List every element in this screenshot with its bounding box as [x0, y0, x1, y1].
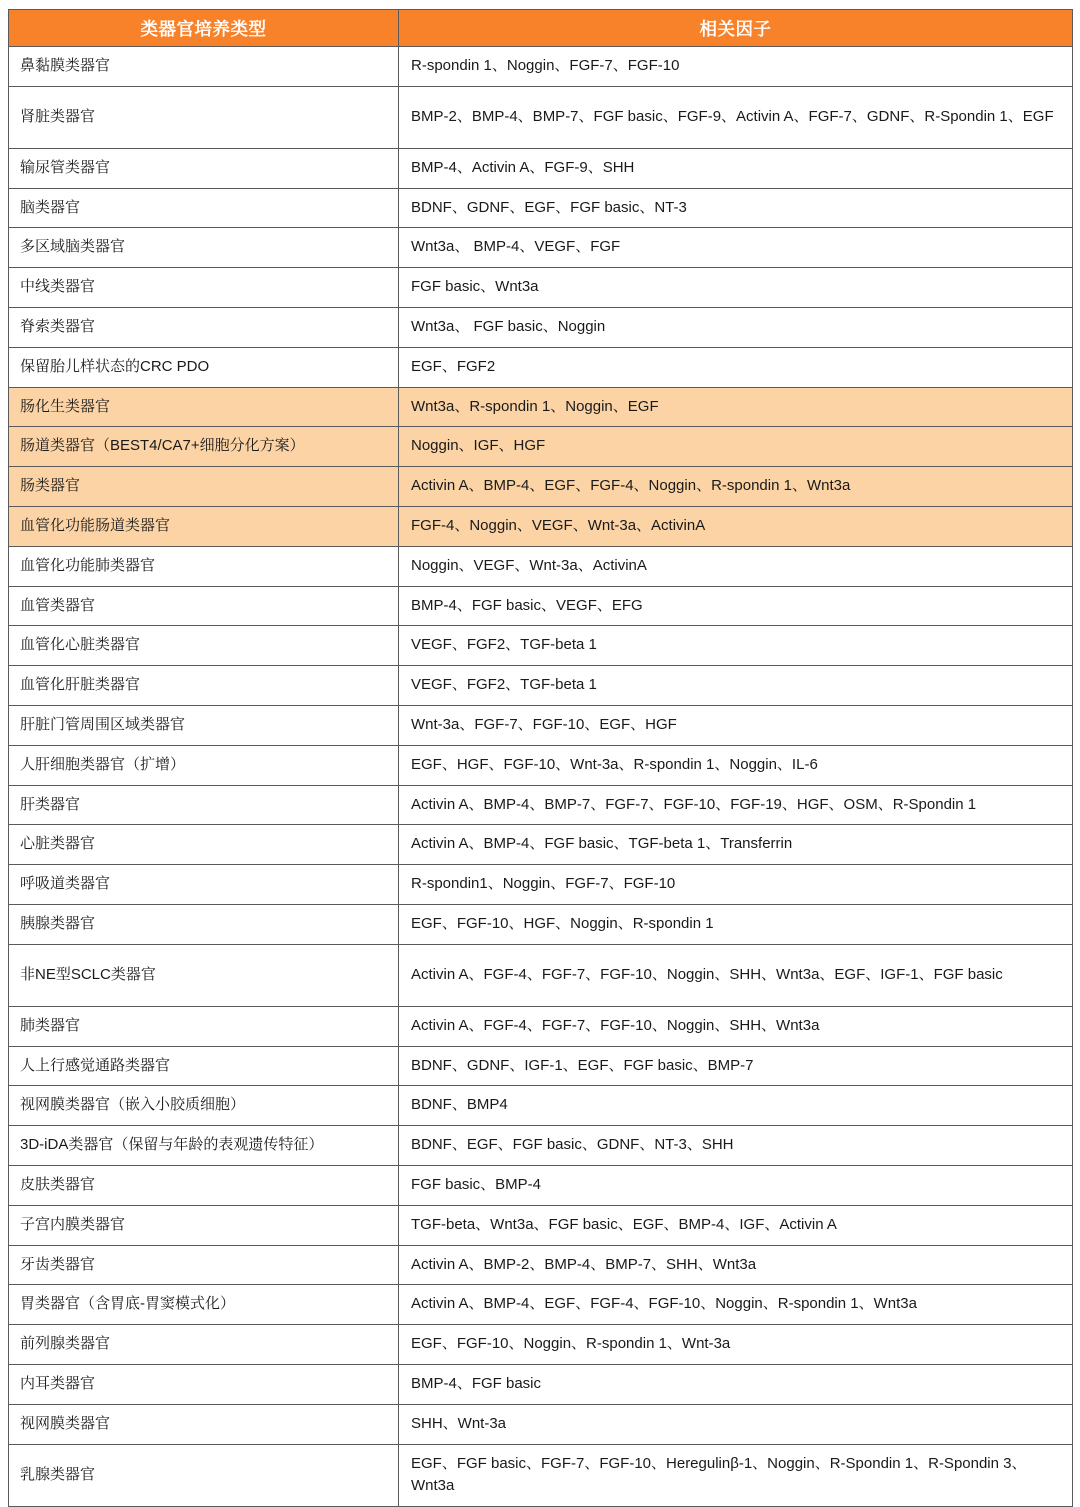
cell-related-factors: Activin A、BMP-4、EGF、FGF-4、Noggin、R-spondin 1、Wnt3a [399, 467, 1073, 507]
table-row [9, 467, 1073, 507]
cell-organoid-type: 肝脏门管周围区域类器官 [9, 705, 399, 745]
cell-related-factors: Noggin、IGF、HGF [399, 427, 1073, 467]
table-header-row [9, 10, 1073, 47]
cell-related-factors: Activin A、FGF-4、FGF-7、FGF-10、Noggin、SHH、Wnt3a、EGF、IGF-1、FGF basic [399, 944, 1073, 1006]
table-row [9, 1126, 1073, 1166]
cell-related-factors: Activin A、BMP-4、FGF basic、TGF-beta 1、Transferrin [399, 825, 1073, 865]
cell-related-factors: EGF、FGF basic、FGF-7、FGF-10、Heregulinβ-1、Noggin、R-Spondin 1、R-Spondin 3、Wnt3a [399, 1444, 1073, 1507]
table-row [9, 1404, 1073, 1444]
cell-related-factors: VEGF、FGF2、TGF-beta 1 [399, 626, 1073, 666]
cell-organoid-type: 输尿管类器官 [9, 148, 399, 188]
cell-organoid-type: 脊索类器官 [9, 307, 399, 347]
table-row [9, 427, 1073, 467]
cell-related-factors: BMP-4、Activin A、FGF-9、SHH [399, 148, 1073, 188]
cell-related-factors: BDNF、EGF、FGF basic、GDNF、NT-3、SHH [399, 1126, 1073, 1166]
cell-organoid-type: 胰腺类器官 [9, 904, 399, 944]
cell-related-factors: Activin A、BMP-4、EGF、FGF-4、FGF-10、Noggin、R-spondin 1、Wnt3a [399, 1285, 1073, 1325]
table-row [9, 228, 1073, 268]
table-row [9, 1444, 1073, 1507]
cell-related-factors: Wnt-3a、FGF-7、FGF-10、EGF、HGF [399, 705, 1073, 745]
cell-related-factors: EGF、FGF-10、Noggin、R-spondin 1、Wnt-3a [399, 1325, 1073, 1365]
cell-related-factors: Activin A、BMP-4、BMP-7、FGF-7、FGF-10、FGF-19、HGF、OSM、R-Spondin 1 [399, 785, 1073, 825]
cell-organoid-type: 肠类器官 [9, 467, 399, 507]
table-row [9, 865, 1073, 905]
table-row [9, 148, 1073, 188]
cell-organoid-type: 鼻黏膜类器官 [9, 47, 399, 87]
table-row [9, 1325, 1073, 1365]
cell-related-factors: Wnt3a、 BMP-4、VEGF、FGF [399, 228, 1073, 268]
cell-organoid-type: 血管化肝脏类器官 [9, 666, 399, 706]
cell-organoid-type: 中线类器官 [9, 268, 399, 308]
table-row [9, 745, 1073, 785]
cell-related-factors: VEGF、FGF2、TGF-beta 1 [399, 666, 1073, 706]
cell-organoid-type: 视网膜类器官 [9, 1404, 399, 1444]
table-row [9, 944, 1073, 1006]
table-row [9, 188, 1073, 228]
cell-organoid-type: 肠化生类器官 [9, 387, 399, 427]
column-header-organoid-type: 类器官培养类型 [9, 10, 399, 47]
cell-organoid-type: 血管化心脏类器官 [9, 626, 399, 666]
table-row [9, 47, 1073, 87]
table-row [9, 347, 1073, 387]
table-body [9, 47, 1073, 1507]
cell-organoid-type: 前列腺类器官 [9, 1325, 399, 1365]
cell-related-factors: BDNF、GDNF、IGF-1、EGF、FGF basic、BMP-7 [399, 1046, 1073, 1086]
cell-related-factors: Wnt3a、 FGF basic、Noggin [399, 307, 1073, 347]
table-row [9, 1245, 1073, 1285]
table-header [9, 10, 1073, 47]
table-row [9, 268, 1073, 308]
table-row [9, 1205, 1073, 1245]
cell-related-factors: BMP-2、BMP-4、BMP-7、FGF basic、FGF-9、Activin A、FGF-7、GDNF、R-Spondin 1、EGF [399, 86, 1073, 148]
cell-organoid-type: 肠道类器官（BEST4/CA7+细胞分化方案） [9, 427, 399, 467]
cell-organoid-type: 血管类器官 [9, 586, 399, 626]
table-row [9, 1364, 1073, 1404]
cell-organoid-type: 呼吸道类器官 [9, 865, 399, 905]
cell-organoid-type: 子宫内膜类器官 [9, 1205, 399, 1245]
table-row [9, 586, 1073, 626]
table-row [9, 1285, 1073, 1325]
cell-related-factors: BDNF、GDNF、EGF、FGF basic、NT-3 [399, 188, 1073, 228]
cell-related-factors: R-spondin 1、Noggin、FGF-7、FGF-10 [399, 47, 1073, 87]
cell-organoid-type: 皮肤类器官 [9, 1165, 399, 1205]
cell-related-factors: TGF-beta、Wnt3a、FGF basic、EGF、BMP-4、IGF、Activin A [399, 1205, 1073, 1245]
table-row [9, 705, 1073, 745]
cell-related-factors: SHH、Wnt-3a [399, 1404, 1073, 1444]
cell-organoid-type: 胃类器官（含胃底-胃窦模式化） [9, 1285, 399, 1325]
cell-related-factors: FGF-4、Noggin、VEGF、Wnt-3a、ActivinA [399, 506, 1073, 546]
cell-related-factors: Activin A、FGF-4、FGF-7、FGF-10、Noggin、SHH、Wnt3a [399, 1006, 1073, 1046]
cell-organoid-type: 牙齿类器官 [9, 1245, 399, 1285]
cell-organoid-type: 血管化功能肠道类器官 [9, 506, 399, 546]
cell-related-factors: Wnt3a、R-spondin 1、Noggin、EGF [399, 387, 1073, 427]
cell-related-factors: EGF、HGF、FGF-10、Wnt-3a、R-spondin 1、Noggin、IL-6 [399, 745, 1073, 785]
table-row [9, 825, 1073, 865]
cell-related-factors: FGF basic、Wnt3a [399, 268, 1073, 308]
cell-organoid-type: 乳腺类器官 [9, 1444, 399, 1507]
cell-organoid-type: 肺类器官 [9, 1006, 399, 1046]
table-row [9, 666, 1073, 706]
cell-organoid-type: 人肝细胞类器官（扩增） [9, 745, 399, 785]
cell-related-factors: Noggin、VEGF、Wnt-3a、ActivinA [399, 546, 1073, 586]
cell-organoid-type: 人上行感觉通路类器官 [9, 1046, 399, 1086]
cell-organoid-type: 肾脏类器官 [9, 86, 399, 148]
cell-related-factors: R-spondin1、Noggin、FGF-7、FGF-10 [399, 865, 1073, 905]
table-row [9, 546, 1073, 586]
cell-related-factors: EGF、FGF-10、HGF、Noggin、R-spondin 1 [399, 904, 1073, 944]
cell-related-factors: BMP-4、FGF basic [399, 1364, 1073, 1404]
table-row [9, 506, 1073, 546]
table-row [9, 904, 1073, 944]
cell-related-factors: BDNF、BMP4 [399, 1086, 1073, 1126]
cell-organoid-type: 多区域脑类器官 [9, 228, 399, 268]
table-row [9, 1165, 1073, 1205]
table-row [9, 1086, 1073, 1126]
cell-organoid-type: 非NE型SCLC类器官 [9, 944, 399, 1006]
organoid-factor-table [8, 9, 1073, 1507]
cell-organoid-type: 保留胎儿样状态的CRC PDO [9, 347, 399, 387]
cell-related-factors: EGF、FGF2 [399, 347, 1073, 387]
table-row [9, 1046, 1073, 1086]
table-row [9, 307, 1073, 347]
cell-related-factors: Activin A、BMP-2、BMP-4、BMP-7、SHH、Wnt3a [399, 1245, 1073, 1285]
table-row [9, 387, 1073, 427]
table-row [9, 86, 1073, 148]
cell-related-factors: FGF basic、BMP-4 [399, 1165, 1073, 1205]
cell-organoid-type: 内耳类器官 [9, 1364, 399, 1404]
cell-organoid-type: 肝类器官 [9, 785, 399, 825]
cell-organoid-type: 视网膜类器官（嵌入小胶质细胞） [9, 1086, 399, 1126]
cell-organoid-type: 血管化功能肺类器官 [9, 546, 399, 586]
cell-organoid-type: 心脏类器官 [9, 825, 399, 865]
cell-organoid-type: 3D-iDA类器官（保留与年龄的表观遗传特征） [9, 1126, 399, 1166]
column-header-related-factors: 相关因子 [399, 10, 1073, 47]
table-row [9, 626, 1073, 666]
table-row [9, 785, 1073, 825]
cell-related-factors: BMP-4、FGF basic、VEGF、EFG [399, 586, 1073, 626]
cell-organoid-type: 脑类器官 [9, 188, 399, 228]
table-row [9, 1006, 1073, 1046]
